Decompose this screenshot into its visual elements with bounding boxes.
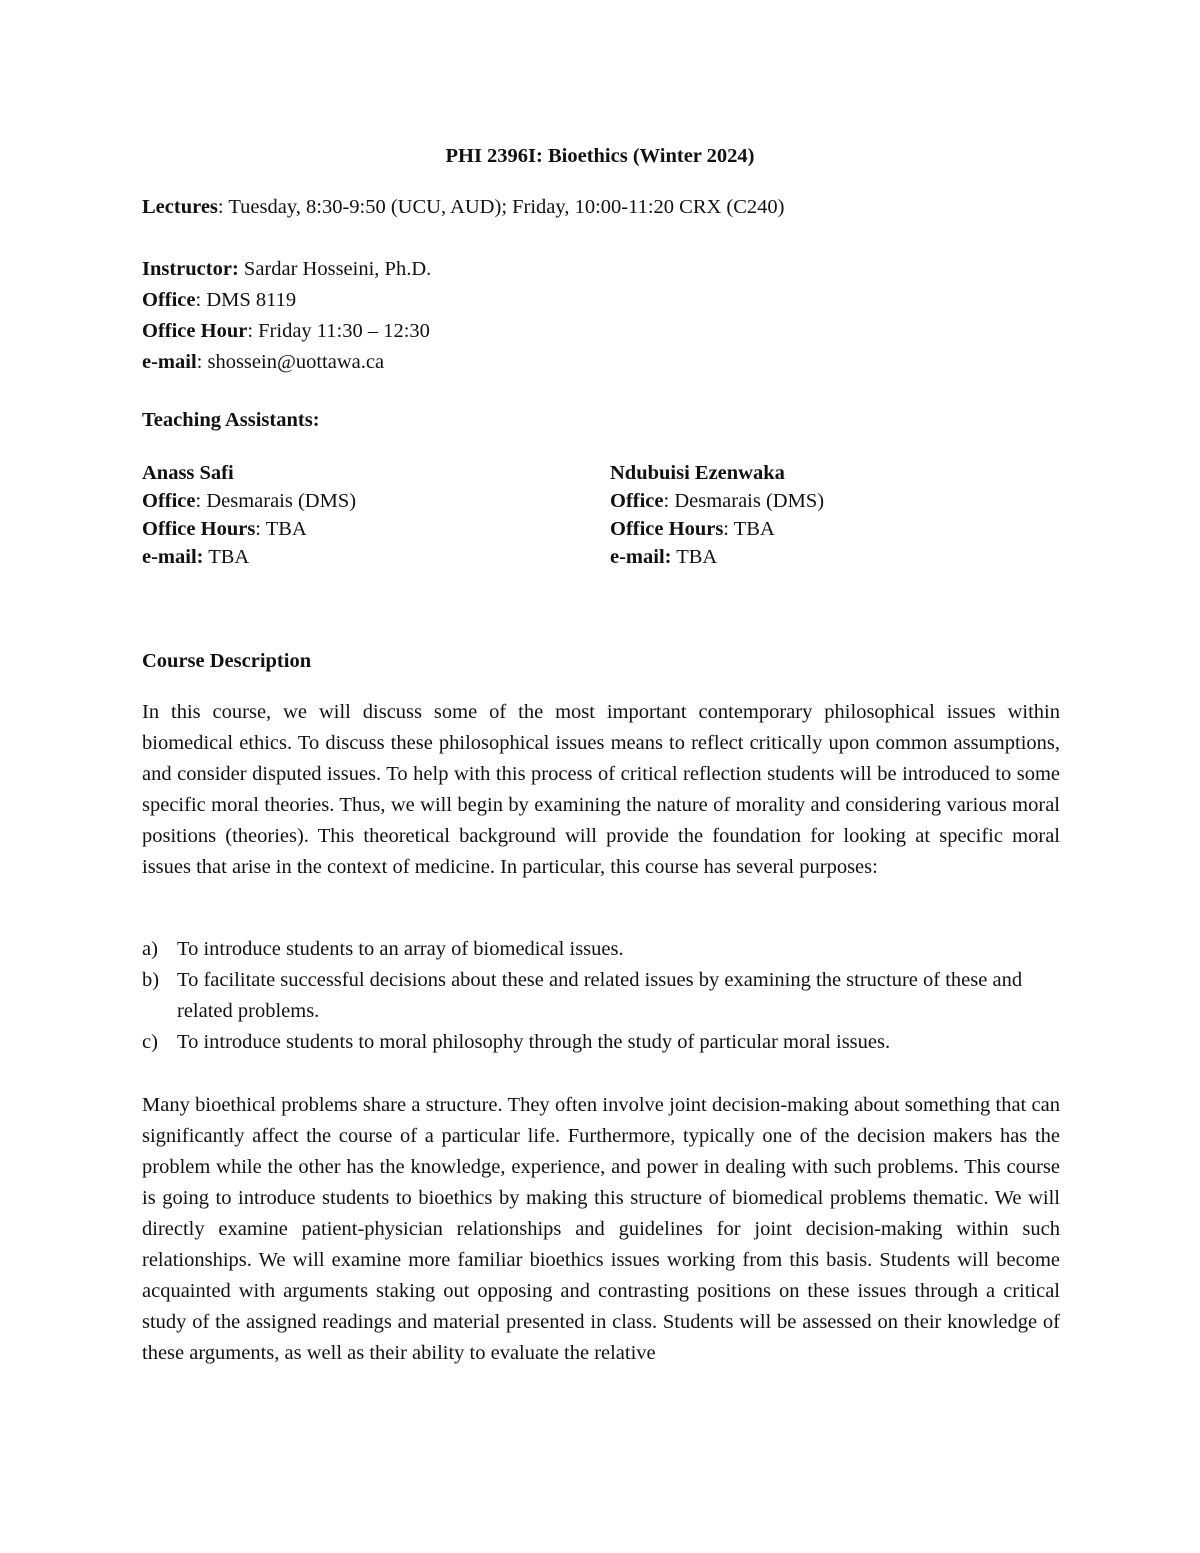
ta-office-line: [610, 487, 824, 515]
instructor-block: [142, 254, 431, 378]
instructor-hours-line: [142, 316, 431, 347]
instructor-email-label: e-mail: [142, 351, 197, 373]
ta-office-value: : Desmarais (DMS): [663, 490, 825, 512]
list-marker: a): [142, 938, 158, 960]
list-item-text: To introduce students to moral philosophy through the study of particular moral issues.: [177, 1031, 891, 1053]
instructor-office-label: Office: [142, 289, 196, 311]
ta-office-line: [142, 487, 356, 515]
ta-name-text: Ndubuisi Ezenwaka: [610, 462, 785, 484]
list-marker: b): [142, 969, 160, 991]
ta-card-anass-safi: [142, 459, 356, 571]
course-description-heading: Course Description: [142, 650, 312, 672]
ta-card-ndubuisi-ezenwaka: [610, 459, 824, 571]
lectures-line: [142, 192, 785, 223]
instructor-email-value: : shossein@uottawa.ca: [196, 351, 385, 373]
list-item-text: To facilitate successful decisions about these and related issues by examining the structure of these and related problems.: [177, 969, 1023, 1022]
ta-hours-label: Office Hours: [610, 518, 724, 540]
list-item: [142, 934, 1060, 965]
ta-office-value: : Desmarais (DMS): [195, 490, 357, 512]
ta-hours-value: : TBA: [723, 518, 775, 540]
ta-email-line: [610, 543, 824, 571]
purposes-list: [142, 934, 1060, 1058]
instructor-office-line: [142, 285, 431, 316]
ta-email-value: TBA: [203, 546, 250, 568]
ta-email-label: e-mail:: [610, 546, 672, 568]
course-description-paragraph-2: Many bioethical problems share a structure. They often involve joint decision-making about something that can significantly affect the course of a particular life. Furthermore, typically one of the decision makers has the problem while the other has the knowledge, experience, and power in dealing with such problems. This course is going to introduce students to bioethics by making this structure of biomedical problems thematic. We will directly examine patient-physician relationships and guidelines for joint decision-making within such relationships. We will examine more familiar bioethics issues working from this basis. Students will become acquainted with arguments staking out opposing and contrasting positions on these issues through a critical study of the assigned readings and material presented in class. Students will be assessed on their knowledge of these arguments, as well as their ability to evaluate the relative: [142, 1094, 1060, 1364]
ta-hours-line: [610, 515, 824, 543]
instructor-office-value: : DMS 8119: [195, 289, 297, 311]
ta-hours-value: : TBA: [255, 518, 307, 540]
ta-hours-line: [142, 515, 356, 543]
ta-name: [142, 459, 356, 487]
teaching-assistants-heading: Teaching Assistants:: [142, 409, 320, 431]
ta-name-text: Anass Safi: [142, 462, 234, 484]
instructor-hours-label: Office Hour: [142, 320, 248, 342]
ta-name: [610, 459, 824, 487]
ta-email-line: [142, 543, 356, 571]
course-description-paragraph-1: In this course, we will discuss some of the most important contemporary philosophical issues within biomedical ethics. To discuss these philosophical issues means to reflect critically upon common assumptions, and consider disputed issues. To help with this process of critical reflection students will be introduced to some specific moral theories. Thus, we will begin by examining the nature of morality and considering various moral positions (theories). This theoretical background will provide the foundation for looking at specific moral issues that arise in the context of medicine. In particular, this course has several purposes:: [142, 701, 1060, 878]
instructor-email-line: [142, 347, 431, 378]
page-title: PHI 2396I: Bioethics (Winter 2024): [445, 145, 755, 167]
ta-office-label: Office: [142, 490, 196, 512]
list-marker: c): [142, 1031, 158, 1053]
ta-email-label: e-mail:: [142, 546, 204, 568]
list-item: [142, 965, 1060, 1027]
ta-hours-label: Office Hours: [142, 518, 256, 540]
instructor-name-line: [142, 254, 431, 285]
instructor-name-label: Instructor:: [142, 258, 239, 280]
ta-email-value: TBA: [671, 546, 718, 568]
ta-office-label: Office: [610, 490, 664, 512]
list-item: [142, 1027, 1060, 1058]
list-item-text: To introduce students to an array of biomedical issues.: [177, 938, 624, 960]
lectures-label: Lectures: [142, 196, 218, 218]
instructor-name-value: Sardar Hosseini, Ph.D.: [238, 258, 432, 280]
lectures-value: : Tuesday, 8:30-9:50 (UCU, AUD); Friday, 10:00-11:20 CRX (C240): [217, 196, 785, 218]
instructor-hours-value: : Friday 11:30 – 12:30: [247, 320, 430, 342]
